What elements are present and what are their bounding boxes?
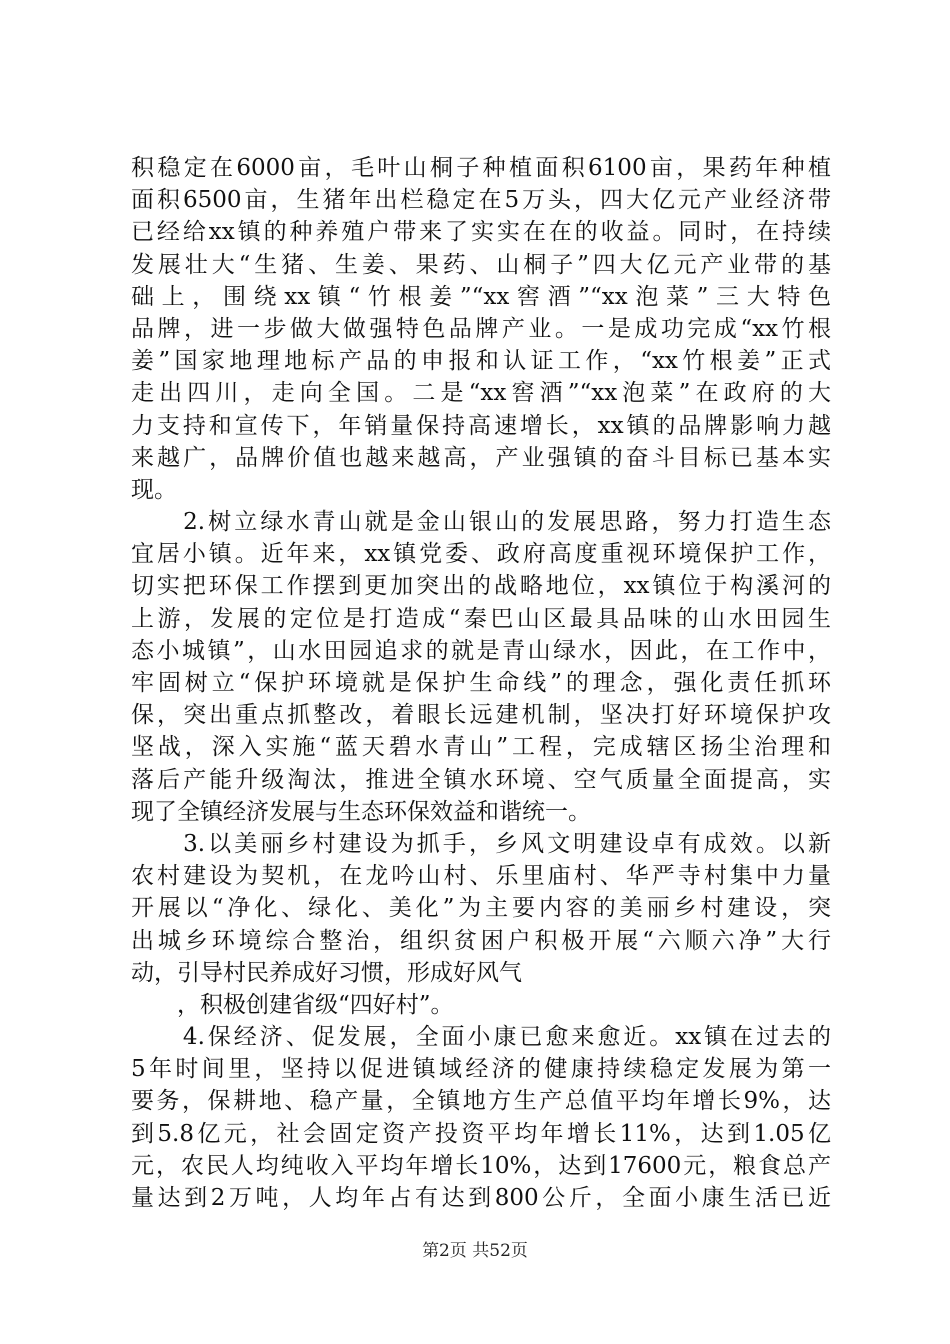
text-line: 坚战，深入实施“蓝天碧水青山”工程，完成辖区扬尘治理和 — [131, 734, 831, 761]
text-line: 力支持和宣传下，年销量保持高速增长，xx镇的品牌影响力越 — [131, 412, 831, 439]
text-line: 上游，发展的定位是打造成“秦巴山区最具品味的山水田园生 — [131, 605, 831, 632]
text-line: 开展以“净化、绿化、美化”为主要内容的美丽乡村建设，突 — [131, 895, 831, 922]
text-line: 已经给xx镇的种养殖户带来了实实在在的收益。同时，在持续 — [131, 219, 831, 246]
text-line: 保，突出重点抓整改，着眼长远建机制，坚决打好环境保护攻 — [131, 702, 831, 729]
document-body — [131, 152, 831, 1214]
text-line: 量达到2万吨，人均年占有达到800公斤，全面小康生活已近 — [131, 1185, 831, 1211]
text-line: 走出四川，走向全国。二是“xx窖酒”“xx泡菜”在政府的大 — [131, 380, 831, 407]
text-line: 宜居小镇。近年来，xx镇党委、政府高度重视环境保护工作， — [131, 541, 831, 568]
text-line: 要务，保耕地、稳产量，全镇地方生产总值平均年增长9%，达 — [131, 1088, 831, 1115]
text-line: 2.树立绿水青山就是金山银山的发展思路，努力打造生态 — [131, 509, 831, 536]
text-line: 出城乡环境综合整治，组织贫困户积极开展“六顺六净”大行 — [131, 927, 831, 954]
text-line: 来越广，品牌价值也越来越高，产业强镇的奋斗目标已基本实 — [131, 444, 831, 471]
text-line: 发展壮大“生猪、生姜、果药、山桐子”四大亿元产业带的基 — [131, 251, 831, 278]
text-line: 元，农民人均纯收入平均年增长10%，达到17600元，粮食总产 — [131, 1152, 831, 1179]
text-line: 牢固树立“保护环境就是保护生命线”的理念，强化责任抓环 — [131, 670, 831, 696]
text-line: 3.以美丽乡村建设为抓手，乡风文明建设卓有成效。以新 — [131, 830, 831, 857]
text-line: 4.保经济、促发展，全面小康已愈来愈近。xx镇在过去的 — [131, 1024, 831, 1051]
text-line: 姜”国家地理地标产品的申报和认证工作，“xx竹根姜”正式 — [131, 348, 831, 375]
text-line: 品牌，进一步做大做强特色品牌产业。一是成功完成“xx竹根 — [131, 315, 831, 342]
page-footer: 第2页 共52页 — [422, 1241, 528, 1261]
text-line: 态小城镇”，山水田园追求的就是青山绿水，因此，在工作中， — [131, 637, 831, 664]
text-line: ，积极创建省级“四好村”。 — [131, 991, 454, 1018]
text-line: 5年时间里，坚持以促进镇域经济的健康持续稳定发展为第一 — [131, 1056, 831, 1083]
text-line: 到5.8亿元，社会固定资产投资平均年增长11%，达到1.05亿 — [131, 1120, 831, 1147]
text-line: 现。 — [131, 476, 177, 503]
text-line: 农村建设为契机，在龙吟山村、乐里庙村、华严寺村集中力量 — [131, 863, 831, 890]
text-line: 面积6500亩，生猪年出栏稳定在5万头，四大亿元产业经济带 — [131, 187, 831, 214]
text-line: 动，引导村民养成好习惯，形成好风气 — [131, 959, 522, 986]
text-line: 础上，围绕xx镇“竹根姜”“xx窖酒”“xx泡菜”三大特色 — [131, 283, 831, 310]
text-line: 现了全镇经济发展与生态环保效益和谐统一。 — [131, 798, 591, 825]
text-line: 积稳定在6000亩，毛叶山桐子种植面积6100亩，果药年种植 — [131, 155, 831, 181]
text-line: 落后产能升级淘汰，推进全镇水环境、空气质量全面提高，实 — [131, 766, 831, 793]
text-line: 切实把环保工作摆到更加突出的战略地位，xx镇位于构溪河的 — [131, 573, 831, 600]
